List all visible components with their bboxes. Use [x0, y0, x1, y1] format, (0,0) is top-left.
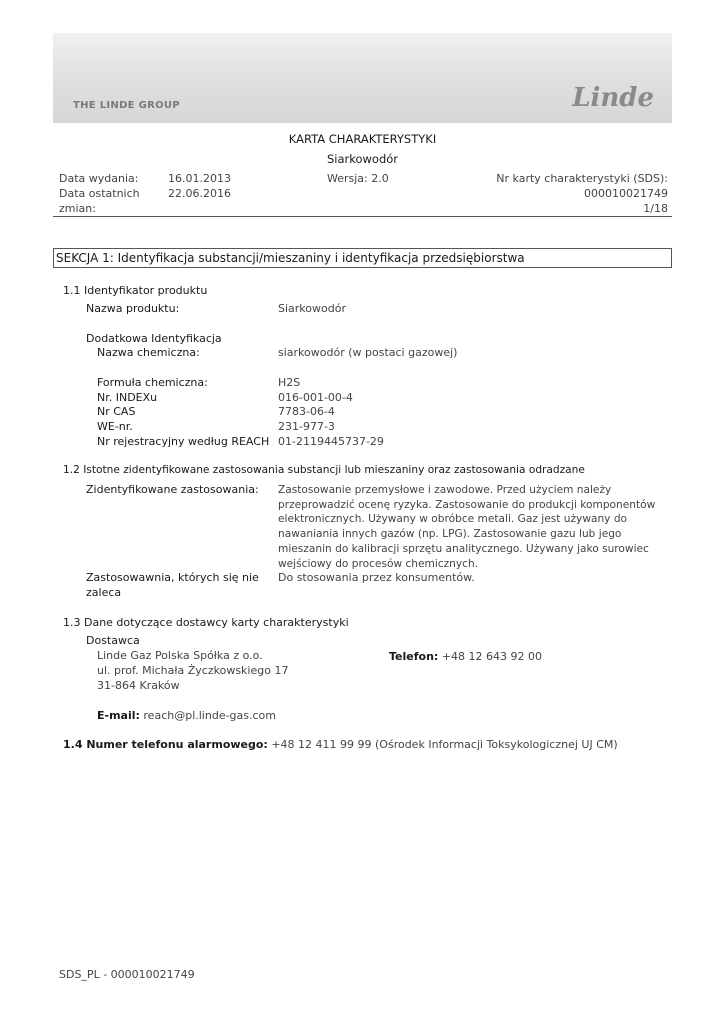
section-1-1-heading: 1.1 Identyfikator produktu [63, 284, 208, 297]
issue-date-label: Data wydania: [59, 172, 139, 185]
emergency-phone: +48 12 411 99 99 (Ośrodek Informacji Toksykologicznej UJ CM) [271, 738, 618, 751]
index-label: Nr. INDEXu [97, 391, 158, 404]
we-label: WE-nr. [97, 420, 133, 433]
product-name-label: Nazwa produktu: [86, 302, 180, 315]
formula-label: Formuła chemiczna: [97, 376, 208, 389]
linde-logo: Linde [572, 83, 654, 113]
additional-id-label: Dodatkowa Identyfikacja [86, 332, 222, 345]
supplier-address-3: 31-864 Kraków [97, 679, 180, 692]
header-divider [53, 216, 672, 217]
identified-uses-label: Zidentyfikowane zastosowania: [86, 483, 259, 496]
section-1-4-heading: 1.4 Numer telefonu alarmowego: [63, 738, 268, 751]
chemical-name: siarkowodór (w postaci gazowej) [278, 346, 458, 359]
reach-number: 01-2119445737-29 [278, 435, 384, 448]
sds-number: 000010021749 [584, 187, 668, 200]
section-1-3-heading: 1.3 Dane dotyczące dostawcy karty charakterystyki [63, 616, 349, 629]
section-1-2-heading: 1.2 Istotne zidentyfikowane zastosowania substancji lub mieszaniny oraz zastosowania odradzane [63, 464, 585, 476]
revision-date: 22.06.2016 [168, 187, 231, 200]
group-name: THE LINDE GROUP [73, 100, 180, 111]
supplier-address-1: Linde Gaz Polska Spółka z o.o. [97, 649, 263, 662]
document-title: KARTA CHARAKTERYSTYKI [288, 132, 437, 146]
section-1-title-text: SEKCJA 1: Identyfikacja substancji/mieszaniny i identyfikacja przedsiębiorstwa [56, 251, 525, 265]
reach-label: Nr rejestracyjny według REACH [97, 435, 270, 448]
footer-code: SDS_PL - 000010021749 [59, 968, 195, 981]
header-banner [53, 33, 672, 123]
formula: H2S [278, 376, 301, 389]
supplier-label: Dostawca [86, 634, 140, 647]
product-name: Siarkowodór [278, 302, 346, 315]
email-label: E-mail: [97, 709, 140, 722]
page-number: 1/18 [643, 202, 668, 215]
revision-date-label: Data ostatnich [59, 187, 140, 200]
cas-label: Nr CAS [97, 405, 136, 418]
phone-label: Telefon: [389, 650, 439, 663]
chemical-name-label: Nazwa chemiczna: [97, 346, 200, 359]
section-1-title [53, 248, 672, 268]
email-address[interactable]: reach@pl.linde-gas.com [143, 709, 276, 722]
index-number: 016-001-00-4 [278, 391, 353, 404]
phone-number: +48 12 643 92 00 [441, 650, 542, 663]
advised-against-label: Zastosowawnia, których się nie zaleca [86, 571, 259, 599]
we-number: 231-977-3 [278, 420, 335, 433]
sds-number-label: Nr karty charakterystyki (SDS): [496, 172, 668, 185]
issue-date: 16.01.2013 [168, 172, 231, 185]
identified-uses-text: Zastosowanie przemysłowe i zawodowe. Przed użyciem należy przeprowadzić ocenę ryzyka. Zastosowanie do produkcji komponentów elektronicznych. Używany w obróbce metali. Gaz jest używany do nawaniania innych gazów (np. LPG). Zastosowanie gazu lub jego mieszanin do kalibracji sprzętu analitycznego. Używany jako surowiec wejściowy do procesów chemicznych. [278, 484, 656, 570]
advised-against-text: Do stosowania przez konsumentów. [278, 571, 475, 584]
cas-number: 7783-06-4 [278, 405, 335, 418]
product-title: Siarkowodór [326, 152, 399, 166]
revision-date-label-2: zmian: [59, 202, 96, 215]
supplier-address-2: ul. prof. Michała Życzkowskiego 17 [97, 664, 289, 677]
version: Wersja: 2.0 [327, 172, 389, 185]
